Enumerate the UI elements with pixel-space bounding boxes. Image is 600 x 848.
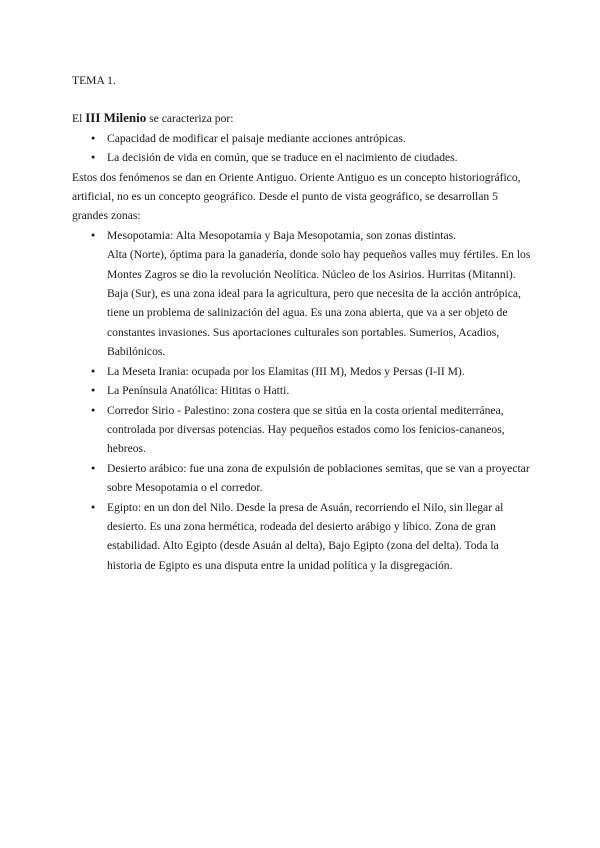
zone-desierto-arabico: ● Desierto arábico: fue una zona de expulsión de poblaciones semitas, que se van a proyectar sobre Mesopotamia o el corredor. <box>107 459 532 498</box>
zone-egipto: ● Egipto: en un don del Nilo. Desde la presa de Asuán, recorriendo el Nilo, sin llegar al desierto. Es una zona hermética, rodeada del desierto arábigo y líbico. Zona de gran estabilidad. Alto Egipto (desde Asuán al delta), Bajo Egipto (zona del delta). Toda la historia de Egipto es una disputa entre la unidad política y la disgregación. <box>107 498 532 576</box>
intro-bullet-list <box>72 129 532 168</box>
intro-line <box>72 108 532 128</box>
zone-irania: ● La Meseta Irania: ocupada por los Elamitas (III M), Medos y Persas (I-II M). <box>107 362 532 381</box>
body-paragraph: Estos dos fenómenos se dan en Oriente Antiguo. Oriente Antiguo es un concepto historiográfico, artificial, no es un concepto geográfico. Desde el punto de vista geográfico, se desarrollan 5 grandes zonas: <box>72 170 521 223</box>
zone-anatolia: ● La Península Anatólica: Hititas o Hatti. <box>107 381 532 400</box>
list-item: ● La decisión de vida en común, que se traduce en el nacimiento de ciudades. <box>107 148 532 167</box>
intro-bold-term: III Milenio <box>85 110 147 126</box>
document-page <box>72 71 532 575</box>
mesopotamia-baja: Baja (Sur), es una zona ideal para la agricultura, pero que necesita de la acción antrópica, tiene un problema de salinización del agua. Es una zona abierta, que va a ser objeto de constantes invasiones. Sus aportaciones culturales son portables. Sumerios, Acadios, Babilónicos. <box>107 287 521 359</box>
zones-bullet-list <box>72 226 532 575</box>
zone-sirio-palestino: ● Corredor Sirio - Palestino: zona costera que se sitúa en la costa oriental mediterránea, controlada por diversas potencias. Hay pequeños estados como los fenicios-cananeos, hebreos. <box>107 401 532 459</box>
mesopotamia-alta: Alta (Norte), óptima para la ganadería, donde solo hay pequeños valles muy fértiles. En los Montes Zagros se dio la revolución Neolítica. Núcleo de los Asirios. Hurritas (Mitanni). <box>107 248 531 281</box>
document-title: TEMA 1. <box>72 74 116 87</box>
list-item: ● Capacidad de modificar el paisaje mediante acciones antrópicas. <box>107 129 532 148</box>
zone-mesopotamia <box>107 226 532 362</box>
intro-suffix: se caracteriza por: <box>146 112 234 126</box>
intro-prefix: El <box>72 112 86 126</box>
mesopotamia-heading: ● Mesopotamia: Alta Mesopotamia y Baja Mesopotamia, son zonas distintas. <box>107 228 457 242</box>
